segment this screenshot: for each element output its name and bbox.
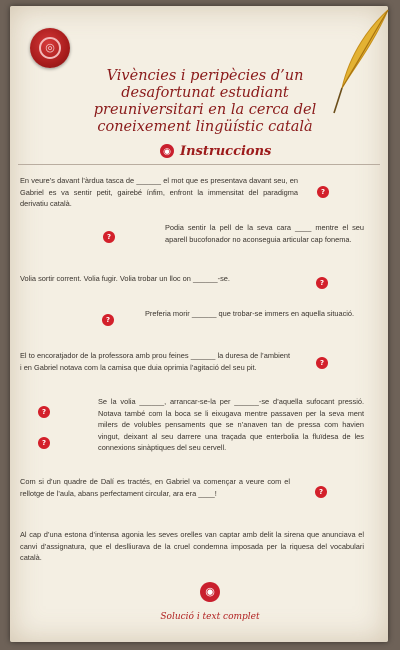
hint-button[interactable]: ? [316,277,328,289]
hint-button[interactable]: ? [315,486,327,498]
exercise-paragraph: Se la volia ______, arrancar-se-la per ______-se d’aquella sufocant pressió. Notava també com la boca se li eixugava mentre passaven per la seva ment milers de volubles pensaments que se n’anaven tan de pressa com havien vingut, deixant al seu darrere una traçada que enterbolia la fluïdesa de les connexions sinàptiques del seu cervell. [98,397,364,452]
exercise-paragraph: Al cap d’una estona d’intensa agonia les seves orelles van captar amb delit la sirena que anunciava el canvi d’assignatura, que el deslliurava de la cruel condemna imposada per la riquesa del vocabulari català. [20,530,364,562]
exercise-paragraph: Preferia morir ______ que trobar-se immers en aquella situació. [145,309,355,318]
exercise-paragraph: Com si d’un quadre de Dalí es tractés, en Gabriel va començar a veure com el rellotge de l’aula, abans perfectament circular, ara era ____! [20,477,290,498]
instructions-button[interactable] [160,143,271,159]
hint-button[interactable]: ? [103,231,115,243]
hint-button[interactable]: ? [316,357,328,369]
exercise-paragraph: Podia sentir la pell de la seva cara ____ mentre el seu aparell bucofonador no aconseguia articular cap fonema. [165,223,364,244]
exercise-paragraph: Volia sortir corrent. Volia fugir. Volia trobar un lloc on ______-se. [20,274,230,283]
instructions-label: Instruccions [180,143,272,159]
hint-button[interactable]: ? [102,314,114,326]
hint-button[interactable]: ? [317,186,329,198]
wax-seal-icon [30,28,70,68]
divider [18,164,380,165]
solution-button[interactable] [200,582,220,602]
eye-icon: ◉ [160,144,174,158]
hint-button[interactable]: ? [38,437,50,449]
exercise-paragraph: En veure’s davant l’àrdua tasca de ______ el mot que es presentava davant seu, en Gabriel es va sentir petit, gairebé ínfim, enfront la immensitat del paradigma derivatiu català. [20,176,298,208]
eye-icon: ◉ [205,586,215,598]
hint-button[interactable]: ? [38,406,50,418]
exercise-paragraph: El to encoratjador de la professora amb prou feines ______ la duresa de l’ambient i en Gabriel notava com la camisa que duia oprimia l’agitació del seu pit. [20,351,290,372]
page-title: Vivències i peripècies d’un desafortunat estudiant preuniversitari en la cerca del coneixement lingüístic català [93,68,317,135]
solution-label[interactable]: Solució i text complet [160,612,260,622]
seal-emblem: ◎ [39,37,61,59]
